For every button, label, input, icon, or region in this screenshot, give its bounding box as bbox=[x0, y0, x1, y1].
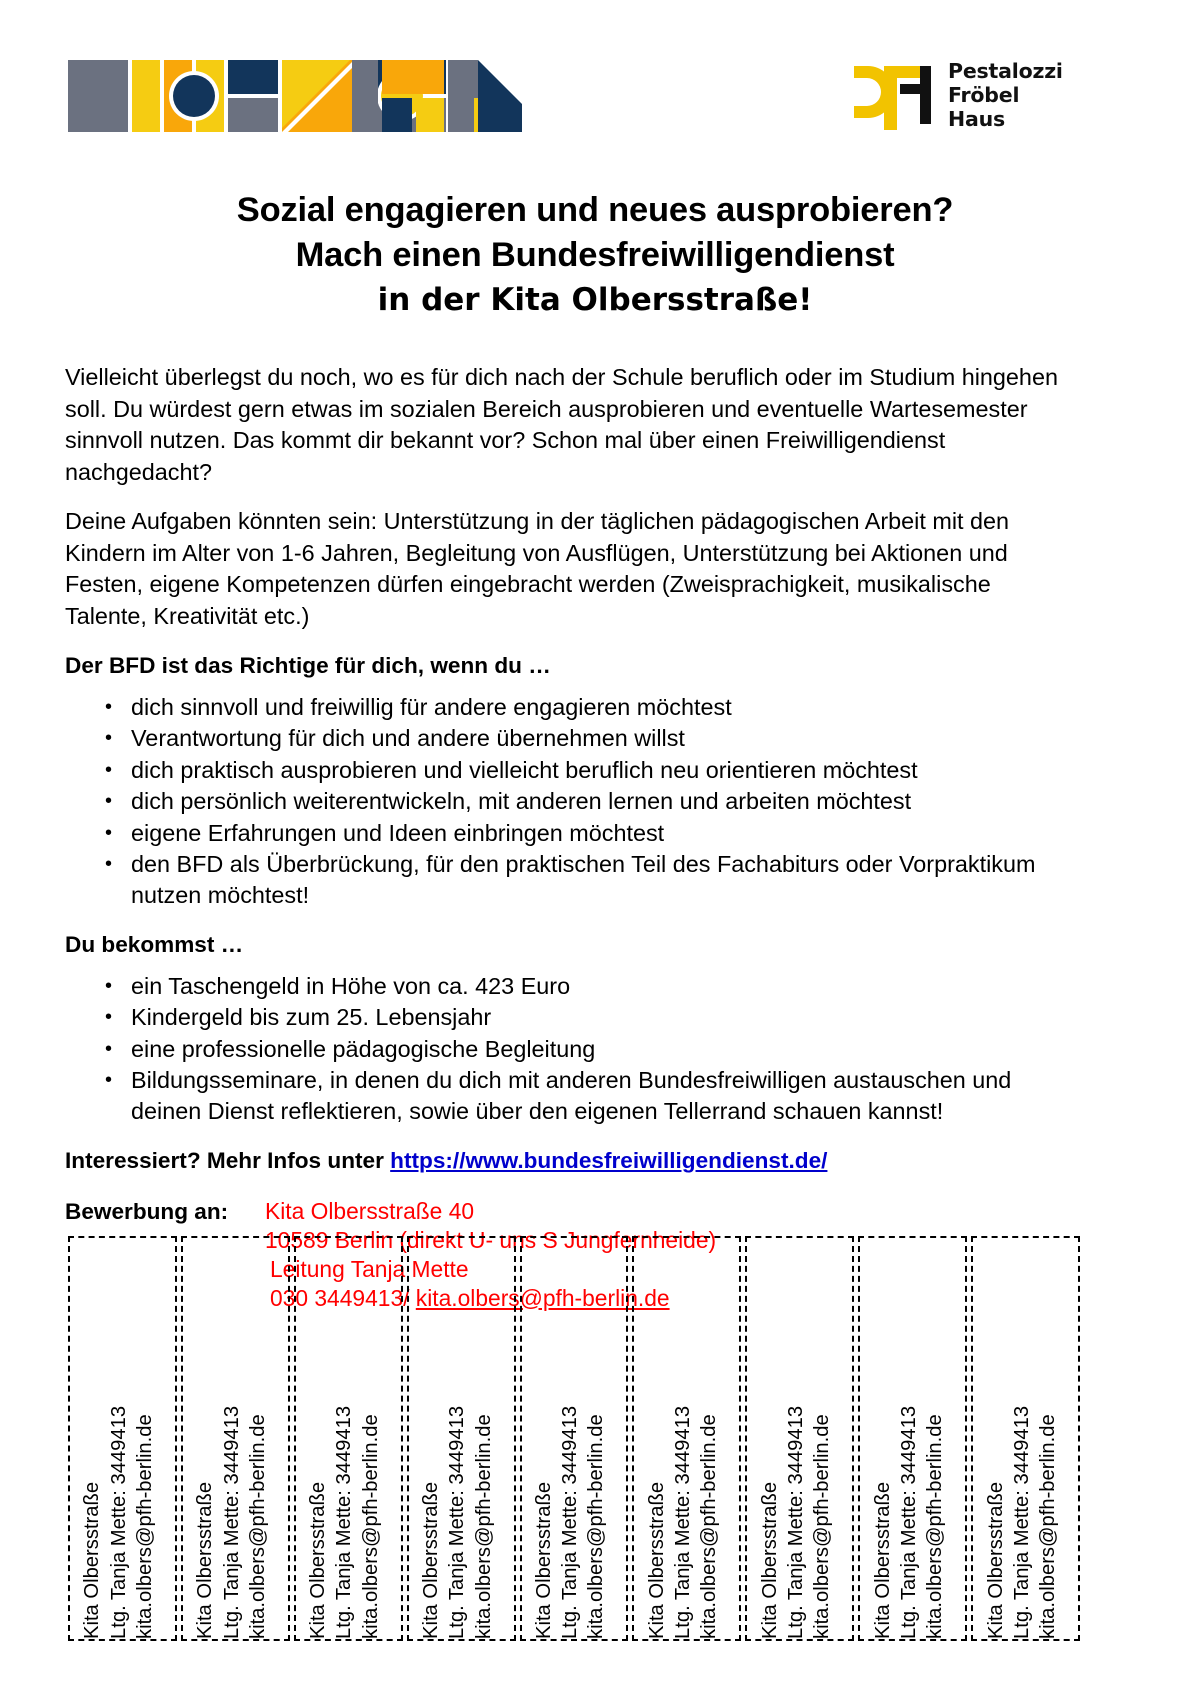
list-item bbox=[65, 755, 1075, 786]
tearoff-line-1: Kita Olbersstraße bbox=[758, 1481, 781, 1639]
list-item bbox=[65, 1002, 1075, 1033]
list-item-label: Bildungsseminare, in denen du dich mit anderen Bundesfreiwilligen austauschen und deinen Dienst reflektieren, sowie über den eigenen Tellerrand schauen kannst! bbox=[131, 1067, 1012, 1124]
list-item bbox=[65, 786, 1075, 817]
list-item-label: ein Taschengeld in Höhe von ca. 423 Euro bbox=[131, 972, 571, 999]
bullet-icon: • bbox=[105, 695, 113, 718]
list-item-label: den BFD als Überbrückung, für den praktischen Teil des Fachabiturs oder Vorpraktikum nutzen möchtest! bbox=[131, 851, 1036, 908]
title-line-3: in der Kita Olbersstraße! bbox=[377, 282, 813, 318]
more-info-prefix: Interessiert? Mehr Infos unter bbox=[65, 1148, 391, 1173]
tearoff-strip[interactable] bbox=[407, 1236, 516, 1641]
heading-benefits: Du bekommst … bbox=[65, 932, 244, 957]
page-title bbox=[0, 188, 1190, 323]
tearoff-line-2: Ltg. Tanja Mette: 3449413 bbox=[559, 1405, 582, 1639]
tearoff-text-column bbox=[757, 1269, 843, 1639]
tearoff-line-1: Kita Olbersstraße bbox=[533, 1481, 555, 1639]
tearoff-line-2: Ltg. Tanja Mette: 3449413 bbox=[1010, 1405, 1033, 1639]
title-line-2: Mach einen Bundesfreiwilligendienst bbox=[295, 236, 895, 274]
tearoff-line-3: kita.olbers@pfh-berlin.de bbox=[133, 1414, 156, 1639]
list-item bbox=[65, 849, 1075, 911]
pfh-brand-logo bbox=[852, 55, 1067, 135]
contact-person: Leitung Tanja Mette bbox=[270, 1255, 469, 1282]
tearoff-line-1: Kita Olbersstraße bbox=[307, 1481, 330, 1639]
tearoff-text-column bbox=[305, 1269, 391, 1639]
list-item bbox=[65, 723, 1075, 754]
list-item-label: dich sinnvoll und freiwillig für andere engagieren möchtest bbox=[131, 693, 732, 720]
tearoff-line-1: Kita Olbersstraße bbox=[645, 1481, 668, 1639]
bullet-icon: • bbox=[105, 974, 113, 997]
pfh-monogram-icon bbox=[852, 58, 938, 132]
tearoff-text-column bbox=[644, 1269, 730, 1639]
tearoff-text-column bbox=[983, 1269, 1069, 1639]
contact-address-city: 10589 Berlin (direkt U- uns S Jungfernheide) bbox=[265, 1226, 717, 1253]
list-item-label: dich praktisch ausprobieren und vielleicht beruflich neu orientieren möchtest bbox=[131, 756, 918, 783]
list-right-for-you bbox=[65, 692, 1075, 912]
contact-label: Bewerbung an: bbox=[65, 1198, 229, 1224]
bullet-icon: • bbox=[105, 790, 113, 812]
tearoff-strip[interactable] bbox=[971, 1236, 1080, 1641]
tearoff-line-3: kita.olbers@pfh-berlin.de bbox=[1036, 1414, 1059, 1639]
list-item bbox=[65, 1065, 1075, 1127]
bullet-icon: • bbox=[105, 1037, 113, 1060]
tearoff-text-column bbox=[192, 1269, 278, 1639]
list-item bbox=[65, 1034, 1075, 1065]
tearoff-line-2: Ltg. Tanja Mette: 3449413 bbox=[672, 1405, 695, 1639]
pfh-mosaic-logo-right bbox=[352, 60, 522, 132]
tearoff-strip-row bbox=[68, 1236, 1080, 1641]
tearoff-line-3: kita.olbers@pfh-berlin.de bbox=[924, 1414, 947, 1639]
list-item bbox=[65, 818, 1075, 849]
contact-email-link[interactable]: kita.olbers@pfh-berlin.de bbox=[415, 1284, 670, 1311]
list-item-label: eine professionelle pädagogische Begleitung bbox=[131, 1035, 596, 1062]
page-header bbox=[0, 0, 1190, 160]
tearoff-line-3: kita.olbers@pfh-berlin.de bbox=[359, 1414, 382, 1639]
tearoff-strip[interactable] bbox=[520, 1236, 629, 1641]
tearoff-line-1: Kita Olbersstraße bbox=[194, 1481, 217, 1639]
tearoff-text-column bbox=[418, 1269, 504, 1639]
tearoff-line-2: Ltg. Tanja Mette: 3449413 bbox=[333, 1405, 356, 1639]
tearoff-line-3: kita.olbers@pfh-berlin.de bbox=[698, 1414, 721, 1639]
tearoff-strip[interactable] bbox=[745, 1236, 854, 1641]
heading-right-for-you: Der BFD ist das Richtige für dich, wenn du … bbox=[65, 653, 551, 678]
tearoff-text-column bbox=[531, 1269, 617, 1639]
tearoff-line-1: Kita Olbersstraße bbox=[984, 1481, 1007, 1639]
tearoff-line-3: kita.olbers@pfh-berlin.de bbox=[246, 1414, 269, 1639]
tearoff-strip[interactable] bbox=[294, 1236, 403, 1641]
more-info-line bbox=[65, 1145, 1075, 1177]
brand-line-3: Haus bbox=[948, 107, 1005, 132]
list-item-label: Kindergeld bis zum 25. Lebensjahr bbox=[131, 1004, 492, 1030]
intro-paragraph-1: Vielleicht überlegst du noch, wo es für dich nach der Schule beruflich oder im Studium hingehen soll. Du würdest gern etwas im sozialen Bereich ausprobieren und eventuelle Wartesemester sinnvoll nutzen. Das kommt dir bekannt vor? Schon mal über einen Freiwilligendienst nachgedacht? bbox=[65, 364, 1058, 485]
tearoff-line-2: Ltg. Tanja Mette: 3449413 bbox=[220, 1405, 243, 1639]
contact-address-street: Kita Olbersstraße 40 bbox=[265, 1197, 475, 1224]
intro-paragraph-2: Deine Aufgaben könnten sein: Unterstützung in der täglichen pädagogischen Arbeit mit den Kindern im Alter von 1-6 Jahren, Begleitung von Ausflügen, Unterstützung bei Aktionen und Festen, eigene Kompetenzen dürfen eingebracht werden (Zweisprachigkeit, musikalische Talente, Kreativität etc.) bbox=[65, 508, 1010, 629]
poster-content bbox=[65, 362, 1075, 1313]
tearoff-strip[interactable] bbox=[858, 1236, 967, 1641]
brand-line-1: Pestalozzi bbox=[948, 58, 1063, 83]
tearoff-text-column bbox=[870, 1269, 956, 1639]
bundesfreiwilligendienst-link[interactable]: https://www.bundesfreiwilligendienst.de/ bbox=[390, 1148, 828, 1173]
bullet-icon: • bbox=[105, 727, 113, 749]
list-item-label: eigene Erfahrungen und Ideen einbringen möchtest bbox=[131, 819, 665, 846]
tearoff-line-2: Ltg. Tanja Mette: 3449413 bbox=[107, 1405, 130, 1639]
tearoff-line-3: kita.olbers@pfh-berlin.de bbox=[811, 1414, 834, 1639]
title-line-1: Sozial engagieren und neues ausprobieren? bbox=[236, 191, 954, 229]
list-item bbox=[65, 692, 1075, 723]
tearoff-text-column bbox=[79, 1269, 165, 1639]
tearoff-line-1: Kita Olbersstraße bbox=[420, 1481, 443, 1639]
bullet-icon: • bbox=[105, 821, 113, 844]
tearoff-line-2: Ltg. Tanja Mette: 3449413 bbox=[897, 1405, 920, 1639]
tearoff-line-3: kita.olbers@pfh-berlin.de bbox=[472, 1414, 495, 1639]
pfh-brand-wordmark bbox=[948, 59, 1063, 132]
tearoff-line-2: Ltg. Tanja Mette: 3449413 bbox=[446, 1405, 469, 1639]
tearoff-strip[interactable] bbox=[181, 1236, 290, 1641]
list-item-label: Verantwortung für dich und andere übernehmen willst bbox=[131, 725, 685, 751]
tearoff-line-1: Kita Olbersstraße bbox=[81, 1481, 104, 1639]
list-benefits bbox=[65, 971, 1075, 1128]
brand-line-2: Fröbel bbox=[948, 82, 1020, 107]
tearoff-line-3: kita.olbers@pfh-berlin.de bbox=[585, 1414, 608, 1639]
bullet-icon: • bbox=[105, 1006, 113, 1028]
bullet-icon: • bbox=[105, 1069, 113, 1091]
bullet-icon: • bbox=[105, 758, 113, 781]
list-item bbox=[65, 971, 1075, 1002]
contact-phone: 030 3449413/ bbox=[270, 1284, 416, 1311]
list-item-label: dich persönlich weiterentwickeln, mit anderen lernen und arbeiten möchtest bbox=[131, 788, 912, 814]
tearoff-strip[interactable] bbox=[68, 1236, 177, 1641]
bullet-icon: • bbox=[105, 853, 113, 875]
tearoff-line-1: Kita Olbersstraße bbox=[871, 1481, 894, 1639]
tearoff-line-2: Ltg. Tanja Mette: 3449413 bbox=[784, 1405, 807, 1639]
tearoff-strip[interactable] bbox=[632, 1236, 741, 1641]
